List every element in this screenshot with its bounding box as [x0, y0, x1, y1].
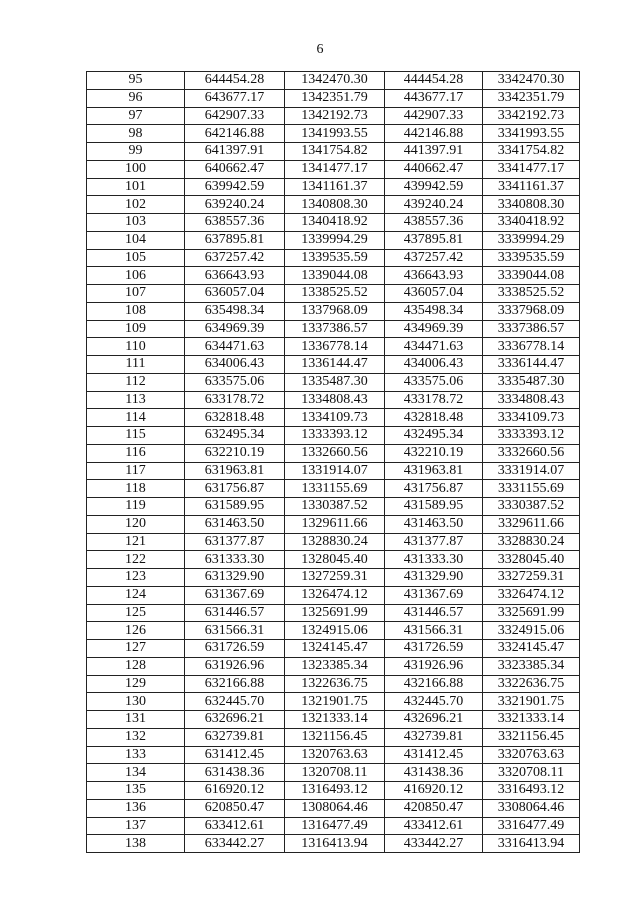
point-number-cell: 103	[87, 214, 185, 232]
x2-coordinate-cell: 438557.36	[385, 214, 483, 232]
y2-coordinate-cell: 3342470.30	[483, 72, 580, 90]
point-number-cell: 110	[87, 338, 185, 356]
x-coordinate-cell: 631446.57	[185, 604, 285, 622]
table-row	[87, 835, 580, 853]
table-row	[87, 462, 580, 480]
y2-coordinate-cell: 3328045.40	[483, 551, 580, 569]
table-row	[87, 799, 580, 817]
x-coordinate-cell: 633178.72	[185, 391, 285, 409]
y-coordinate-cell: 1321901.75	[285, 693, 385, 711]
table-row	[87, 302, 580, 320]
y2-coordinate-cell: 3336778.14	[483, 338, 580, 356]
y-coordinate-cell: 1324915.06	[285, 622, 385, 640]
x-coordinate-cell: 631463.50	[185, 515, 285, 533]
point-number-cell: 109	[87, 320, 185, 338]
point-number-cell: 112	[87, 373, 185, 391]
y-coordinate-cell: 1320708.11	[285, 764, 385, 782]
table-row	[87, 569, 580, 587]
point-number-cell: 119	[87, 498, 185, 516]
table-row	[87, 728, 580, 746]
x2-coordinate-cell: 439240.24	[385, 196, 483, 214]
x-coordinate-cell: 631963.81	[185, 462, 285, 480]
y-coordinate-cell: 1341161.37	[285, 178, 385, 196]
y2-coordinate-cell: 3331914.07	[483, 462, 580, 480]
point-number-cell: 120	[87, 515, 185, 533]
x-coordinate-cell: 631438.36	[185, 764, 285, 782]
y-coordinate-cell: 1325691.99	[285, 604, 385, 622]
y2-coordinate-cell: 3341161.37	[483, 178, 580, 196]
y2-coordinate-cell: 3340418.92	[483, 214, 580, 232]
y-coordinate-cell: 1338525.52	[285, 285, 385, 303]
y2-coordinate-cell: 3341477.17	[483, 160, 580, 178]
x2-coordinate-cell: 433575.06	[385, 373, 483, 391]
coordinates-table-body	[87, 72, 580, 853]
x-coordinate-cell: 632166.88	[185, 675, 285, 693]
y2-coordinate-cell: 3322636.75	[483, 675, 580, 693]
table-row	[87, 782, 580, 800]
point-number-cell: 100	[87, 160, 185, 178]
y-coordinate-cell: 1324145.47	[285, 640, 385, 658]
table-row	[87, 586, 580, 604]
x-coordinate-cell: 633575.06	[185, 373, 285, 391]
y-coordinate-cell: 1331914.07	[285, 462, 385, 480]
table-row	[87, 711, 580, 729]
x-coordinate-cell: 632739.81	[185, 728, 285, 746]
x-coordinate-cell: 616920.12	[185, 782, 285, 800]
table-row	[87, 657, 580, 675]
x2-coordinate-cell: 432495.34	[385, 427, 483, 445]
y-coordinate-cell: 1341754.82	[285, 143, 385, 161]
y-coordinate-cell: 1316413.94	[285, 835, 385, 853]
point-number-cell: 137	[87, 817, 185, 835]
y2-coordinate-cell: 3341993.55	[483, 125, 580, 143]
y2-coordinate-cell: 3331155.69	[483, 480, 580, 498]
point-number-cell: 115	[87, 427, 185, 445]
point-number-cell: 108	[87, 302, 185, 320]
point-number-cell: 104	[87, 231, 185, 249]
y-coordinate-cell: 1328045.40	[285, 551, 385, 569]
y2-coordinate-cell: 3339535.59	[483, 249, 580, 267]
y-coordinate-cell: 1335487.30	[285, 373, 385, 391]
y-coordinate-cell: 1341477.17	[285, 160, 385, 178]
table-row	[87, 231, 580, 249]
x-coordinate-cell: 637257.42	[185, 249, 285, 267]
y-coordinate-cell: 1342351.79	[285, 89, 385, 107]
x-coordinate-cell: 631926.96	[185, 657, 285, 675]
y2-coordinate-cell: 3335487.30	[483, 373, 580, 391]
x2-coordinate-cell: 433178.72	[385, 391, 483, 409]
x2-coordinate-cell: 437257.42	[385, 249, 483, 267]
point-number-cell: 102	[87, 196, 185, 214]
point-number-cell: 126	[87, 622, 185, 640]
y2-coordinate-cell: 3338525.52	[483, 285, 580, 303]
y-coordinate-cell: 1340808.30	[285, 196, 385, 214]
point-number-cell: 96	[87, 89, 185, 107]
y2-coordinate-cell: 3334808.43	[483, 391, 580, 409]
point-number-cell: 105	[87, 249, 185, 267]
y-coordinate-cell: 1323385.34	[285, 657, 385, 675]
y2-coordinate-cell: 3342351.79	[483, 89, 580, 107]
y2-coordinate-cell: 3332660.56	[483, 444, 580, 462]
table-row	[87, 267, 580, 285]
x-coordinate-cell: 631367.69	[185, 586, 285, 604]
x-coordinate-cell: 631726.59	[185, 640, 285, 658]
point-number-cell: 98	[87, 125, 185, 143]
y-coordinate-cell: 1334109.73	[285, 409, 385, 427]
y-coordinate-cell: 1321333.14	[285, 711, 385, 729]
table-row	[87, 764, 580, 782]
x-coordinate-cell: 633442.27	[185, 835, 285, 853]
table-row	[87, 338, 580, 356]
point-number-cell: 135	[87, 782, 185, 800]
x-coordinate-cell: 631566.31	[185, 622, 285, 640]
x2-coordinate-cell: 440662.47	[385, 160, 483, 178]
y-coordinate-cell: 1334808.43	[285, 391, 385, 409]
y-coordinate-cell: 1326474.12	[285, 586, 385, 604]
x2-coordinate-cell: 434006.43	[385, 356, 483, 374]
table-row	[87, 125, 580, 143]
table-row	[87, 409, 580, 427]
table-row	[87, 249, 580, 267]
y2-coordinate-cell: 3325691.99	[483, 604, 580, 622]
table-row	[87, 817, 580, 835]
x2-coordinate-cell: 432166.88	[385, 675, 483, 693]
x-coordinate-cell: 631329.90	[185, 569, 285, 587]
y2-coordinate-cell: 3340808.30	[483, 196, 580, 214]
x-coordinate-cell: 631333.30	[185, 551, 285, 569]
x2-coordinate-cell: 416920.12	[385, 782, 483, 800]
table-row	[87, 356, 580, 374]
x2-coordinate-cell: 433442.27	[385, 835, 483, 853]
x-coordinate-cell: 636057.04	[185, 285, 285, 303]
x2-coordinate-cell: 437895.81	[385, 231, 483, 249]
y-coordinate-cell: 1339535.59	[285, 249, 385, 267]
y2-coordinate-cell: 3308064.46	[483, 799, 580, 817]
y2-coordinate-cell: 3337968.09	[483, 302, 580, 320]
x2-coordinate-cell: 431367.69	[385, 586, 483, 604]
x2-coordinate-cell: 431963.81	[385, 462, 483, 480]
point-number-cell: 131	[87, 711, 185, 729]
point-number-cell: 122	[87, 551, 185, 569]
y2-coordinate-cell: 3339044.08	[483, 267, 580, 285]
x2-coordinate-cell: 431438.36	[385, 764, 483, 782]
table-row	[87, 551, 580, 569]
table-row	[87, 444, 580, 462]
point-number-cell: 127	[87, 640, 185, 658]
point-number-cell: 95	[87, 72, 185, 90]
x2-coordinate-cell: 433412.61	[385, 817, 483, 835]
table-row	[87, 480, 580, 498]
x2-coordinate-cell: 432696.21	[385, 711, 483, 729]
x2-coordinate-cell: 431726.59	[385, 640, 483, 658]
point-number-cell: 129	[87, 675, 185, 693]
x2-coordinate-cell: 443677.17	[385, 89, 483, 107]
point-number-cell: 111	[87, 356, 185, 374]
x-coordinate-cell: 631756.87	[185, 480, 285, 498]
y2-coordinate-cell: 3329611.66	[483, 515, 580, 533]
x-coordinate-cell: 632210.19	[185, 444, 285, 462]
table-row	[87, 178, 580, 196]
x-coordinate-cell: 636643.93	[185, 267, 285, 285]
table-row	[87, 622, 580, 640]
point-number-cell: 123	[87, 569, 185, 587]
x2-coordinate-cell: 431329.90	[385, 569, 483, 587]
point-number-cell: 117	[87, 462, 185, 480]
y-coordinate-cell: 1341993.55	[285, 125, 385, 143]
y-coordinate-cell: 1330387.52	[285, 498, 385, 516]
coordinates-table	[86, 71, 580, 853]
x2-coordinate-cell: 435498.34	[385, 302, 483, 320]
y-coordinate-cell: 1339994.29	[285, 231, 385, 249]
x-coordinate-cell: 632696.21	[185, 711, 285, 729]
x2-coordinate-cell: 431333.30	[385, 551, 483, 569]
x2-coordinate-cell: 442146.88	[385, 125, 483, 143]
x-coordinate-cell: 632818.48	[185, 409, 285, 427]
x-coordinate-cell: 634969.39	[185, 320, 285, 338]
x2-coordinate-cell: 444454.28	[385, 72, 483, 90]
x-coordinate-cell: 632495.34	[185, 427, 285, 445]
y-coordinate-cell: 1333393.12	[285, 427, 385, 445]
x-coordinate-cell: 643677.17	[185, 89, 285, 107]
table-row	[87, 427, 580, 445]
table-row	[87, 320, 580, 338]
x2-coordinate-cell: 431446.57	[385, 604, 483, 622]
table-row	[87, 533, 580, 551]
table-row	[87, 498, 580, 516]
x-coordinate-cell: 635498.34	[185, 302, 285, 320]
point-number-cell: 125	[87, 604, 185, 622]
y2-coordinate-cell: 3316493.12	[483, 782, 580, 800]
x-coordinate-cell: 644454.28	[185, 72, 285, 90]
y2-coordinate-cell: 3333393.12	[483, 427, 580, 445]
point-number-cell: 136	[87, 799, 185, 817]
point-number-cell: 97	[87, 107, 185, 125]
x-coordinate-cell: 642907.33	[185, 107, 285, 125]
y2-coordinate-cell: 3321901.75	[483, 693, 580, 711]
y2-coordinate-cell: 3330387.52	[483, 498, 580, 516]
x-coordinate-cell: 631589.95	[185, 498, 285, 516]
page-number: 6	[316, 42, 324, 57]
table-row	[87, 160, 580, 178]
y-coordinate-cell: 1322636.75	[285, 675, 385, 693]
point-number-cell: 133	[87, 746, 185, 764]
y-coordinate-cell: 1336778.14	[285, 338, 385, 356]
table-row	[87, 391, 580, 409]
x-coordinate-cell: 631377.87	[185, 533, 285, 551]
x-coordinate-cell: 634471.63	[185, 338, 285, 356]
y-coordinate-cell: 1336144.47	[285, 356, 385, 374]
x-coordinate-cell: 641397.91	[185, 143, 285, 161]
y2-coordinate-cell: 3320708.11	[483, 764, 580, 782]
table-row	[87, 746, 580, 764]
y2-coordinate-cell: 3342192.73	[483, 107, 580, 125]
y2-coordinate-cell: 3328830.24	[483, 533, 580, 551]
point-number-cell: 128	[87, 657, 185, 675]
point-number-cell: 118	[87, 480, 185, 498]
y2-coordinate-cell: 3320763.63	[483, 746, 580, 764]
x2-coordinate-cell: 431756.87	[385, 480, 483, 498]
y-coordinate-cell: 1328830.24	[285, 533, 385, 551]
x2-coordinate-cell: 442907.33	[385, 107, 483, 125]
y-coordinate-cell: 1329611.66	[285, 515, 385, 533]
x2-coordinate-cell: 432445.70	[385, 693, 483, 711]
x2-coordinate-cell: 431412.45	[385, 746, 483, 764]
table-row	[87, 214, 580, 232]
point-number-cell: 107	[87, 285, 185, 303]
y2-coordinate-cell: 3323385.34	[483, 657, 580, 675]
point-number-cell: 134	[87, 764, 185, 782]
y2-coordinate-cell: 3321156.45	[483, 728, 580, 746]
table-row	[87, 72, 580, 90]
x-coordinate-cell: 620850.47	[185, 799, 285, 817]
x-coordinate-cell: 631412.45	[185, 746, 285, 764]
x2-coordinate-cell: 441397.91	[385, 143, 483, 161]
table-row	[87, 515, 580, 533]
y2-coordinate-cell: 3321333.14	[483, 711, 580, 729]
x2-coordinate-cell: 420850.47	[385, 799, 483, 817]
x-coordinate-cell: 633412.61	[185, 817, 285, 835]
point-number-cell: 101	[87, 178, 185, 196]
x2-coordinate-cell: 432739.81	[385, 728, 483, 746]
x2-coordinate-cell: 434969.39	[385, 320, 483, 338]
point-number-cell: 99	[87, 143, 185, 161]
y2-coordinate-cell: 3336144.47	[483, 356, 580, 374]
y-coordinate-cell: 1316477.49	[285, 817, 385, 835]
x-coordinate-cell: 639240.24	[185, 196, 285, 214]
table-row	[87, 640, 580, 658]
y-coordinate-cell: 1308064.46	[285, 799, 385, 817]
y2-coordinate-cell: 3316413.94	[483, 835, 580, 853]
point-number-cell: 113	[87, 391, 185, 409]
point-number-cell: 132	[87, 728, 185, 746]
point-number-cell: 116	[87, 444, 185, 462]
point-number-cell: 124	[87, 586, 185, 604]
x2-coordinate-cell: 434471.63	[385, 338, 483, 356]
y-coordinate-cell: 1340418.92	[285, 214, 385, 232]
point-number-cell: 121	[87, 533, 185, 551]
point-number-cell: 106	[87, 267, 185, 285]
y2-coordinate-cell: 3327259.31	[483, 569, 580, 587]
x2-coordinate-cell: 431589.95	[385, 498, 483, 516]
table-row	[87, 285, 580, 303]
x2-coordinate-cell: 436057.04	[385, 285, 483, 303]
y-coordinate-cell: 1337386.57	[285, 320, 385, 338]
x2-coordinate-cell: 432818.48	[385, 409, 483, 427]
x-coordinate-cell: 640662.47	[185, 160, 285, 178]
y-coordinate-cell: 1337968.09	[285, 302, 385, 320]
y2-coordinate-cell: 3339994.29	[483, 231, 580, 249]
x2-coordinate-cell: 432210.19	[385, 444, 483, 462]
table-row	[87, 89, 580, 107]
point-number-cell: 130	[87, 693, 185, 711]
x-coordinate-cell: 632445.70	[185, 693, 285, 711]
x-coordinate-cell: 638557.36	[185, 214, 285, 232]
x2-coordinate-cell: 431463.50	[385, 515, 483, 533]
y-coordinate-cell: 1332660.56	[285, 444, 385, 462]
y2-coordinate-cell: 3326474.12	[483, 586, 580, 604]
table-row	[87, 107, 580, 125]
y-coordinate-cell: 1331155.69	[285, 480, 385, 498]
x2-coordinate-cell: 439942.59	[385, 178, 483, 196]
y2-coordinate-cell: 3337386.57	[483, 320, 580, 338]
y-coordinate-cell: 1327259.31	[285, 569, 385, 587]
x2-coordinate-cell: 431566.31	[385, 622, 483, 640]
y-coordinate-cell: 1342470.30	[285, 72, 385, 90]
table-row	[87, 675, 580, 693]
table-row	[87, 143, 580, 161]
y-coordinate-cell: 1342192.73	[285, 107, 385, 125]
y-coordinate-cell: 1321156.45	[285, 728, 385, 746]
x-coordinate-cell: 639942.59	[185, 178, 285, 196]
y2-coordinate-cell: 3334109.73	[483, 409, 580, 427]
table-row	[87, 196, 580, 214]
y2-coordinate-cell: 3341754.82	[483, 143, 580, 161]
table-row	[87, 693, 580, 711]
x-coordinate-cell: 642146.88	[185, 125, 285, 143]
x-coordinate-cell: 634006.43	[185, 356, 285, 374]
table-row	[87, 373, 580, 391]
point-number-cell: 114	[87, 409, 185, 427]
y-coordinate-cell: 1320763.63	[285, 746, 385, 764]
x-coordinate-cell: 637895.81	[185, 231, 285, 249]
point-number-cell: 138	[87, 835, 185, 853]
y2-coordinate-cell: 3316477.49	[483, 817, 580, 835]
x2-coordinate-cell: 436643.93	[385, 267, 483, 285]
x2-coordinate-cell: 431926.96	[385, 657, 483, 675]
y-coordinate-cell: 1339044.08	[285, 267, 385, 285]
y2-coordinate-cell: 3324145.47	[483, 640, 580, 658]
x2-coordinate-cell: 431377.87	[385, 533, 483, 551]
y2-coordinate-cell: 3324915.06	[483, 622, 580, 640]
table-row	[87, 604, 580, 622]
y-coordinate-cell: 1316493.12	[285, 782, 385, 800]
